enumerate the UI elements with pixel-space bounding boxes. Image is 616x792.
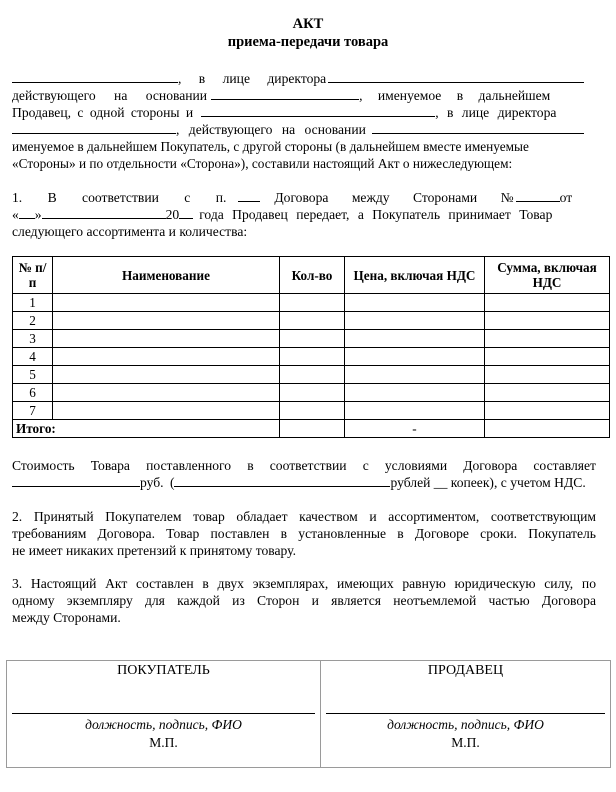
table-row — [13, 402, 610, 420]
cell-sum[interactable] — [485, 330, 610, 348]
cost-text: рублей __ копеек), с учетом НДС. — [390, 475, 586, 490]
cost-line-2 — [12, 474, 596, 491]
cell-name[interactable] — [53, 312, 280, 330]
cell-price[interactable] — [345, 312, 485, 330]
cell-price[interactable] — [345, 348, 485, 366]
blank-field[interactable] — [516, 190, 560, 202]
cell-sum[interactable] — [485, 312, 610, 330]
col-header-qty: Кол-во — [280, 257, 345, 294]
cell-price[interactable] — [345, 384, 485, 402]
document-title: АКТ — [292, 16, 324, 32]
buyer-title: ПОКУПАТЕЛЬ — [117, 663, 210, 678]
blank-field[interactable] — [201, 105, 435, 117]
cell-qty[interactable] — [280, 294, 345, 312]
preamble-line-5: именуемое в дальнейшем Покупатель, с другой стороны (в дальнейшем вместе именуемые — [12, 139, 529, 154]
blank-field[interactable] — [211, 88, 359, 100]
row-number: 1 — [13, 294, 53, 312]
clause3-line-2: одному экземпляру для каждой из Сторон и является неотъемлемой частью Договора — [12, 593, 596, 608]
cell-qty[interactable] — [280, 330, 345, 348]
clause2-line-2: требованиям Договора. Товар поставлен в установленные в Договоре сроки. Покупатель — [12, 526, 596, 541]
clause3-line-3: между Сторонами. — [12, 610, 121, 625]
blank-field[interactable] — [174, 475, 390, 487]
total-qty[interactable] — [280, 420, 345, 438]
clause3-line-1: 3. Настоящий Акт составлен в двух экземплярах, имеющих равную юридическую силу, по — [12, 576, 596, 591]
cell-price[interactable] — [345, 294, 485, 312]
preamble-text: , в лице директора — [435, 105, 557, 120]
row-number: 7 — [13, 402, 53, 420]
clause2-line-1: 2. Принятый Покупателем товар обладает качеством и ассортиментом, соответствующим — [12, 509, 596, 524]
cell-sum[interactable] — [485, 402, 610, 420]
clause1-line-1 — [12, 189, 596, 206]
col-header-name: Наименование — [53, 257, 280, 294]
table-row — [13, 330, 610, 348]
cell-name[interactable] — [53, 402, 280, 420]
cost-text: руб. ( — [140, 475, 175, 490]
cell-sum[interactable] — [485, 348, 610, 366]
buyer-signature-block — [6, 660, 321, 768]
clause1-line-2 — [12, 206, 596, 223]
col-header-price: Цена, включая НДС — [345, 257, 485, 294]
col-header-number: № п/п — [13, 257, 53, 294]
cell-name[interactable] — [53, 330, 280, 348]
row-number: 4 — [13, 348, 53, 366]
preamble-line-6: «Стороны» и по отдельности «Сторона»), составили настоящий Акт о нижеследующем: — [12, 156, 513, 171]
preamble-text: , именуемое в дальнейшем — [359, 88, 551, 103]
blank-field[interactable] — [12, 122, 176, 134]
cell-qty[interactable] — [280, 384, 345, 402]
buyer-signature-line[interactable] — [12, 713, 315, 714]
clause1-text: » — [34, 207, 42, 222]
col-header-sum: Сумма, включая НДС — [485, 257, 610, 294]
preamble-text: Продавец, с одной стороны и — [12, 105, 194, 120]
preamble-line-3 — [12, 104, 596, 121]
seller-signature-caption: должность, подпись, ФИО — [387, 717, 544, 732]
blank-field[interactable] — [12, 475, 140, 487]
clause1-text: 1. В соответствии с п. — [12, 190, 227, 205]
seller-signature-line[interactable] — [326, 713, 605, 714]
row-number: 6 — [13, 384, 53, 402]
buyer-stamp-label: М.П. — [149, 735, 178, 750]
clause1-line-3: следующего ассортимента и количества: — [12, 224, 248, 239]
blank-field[interactable] — [238, 190, 260, 202]
seller-signature-block — [320, 660, 611, 768]
preamble-line-4 — [12, 121, 596, 138]
table-row — [13, 348, 610, 366]
table-header-row — [13, 257, 610, 294]
blank-field[interactable] — [12, 71, 178, 83]
cell-qty[interactable] — [280, 402, 345, 420]
total-sum[interactable] — [485, 420, 610, 438]
preamble-text: , действующего на основании — [176, 122, 366, 137]
table-row — [13, 366, 610, 384]
row-number: 2 — [13, 312, 53, 330]
blank-field[interactable] — [328, 71, 584, 83]
clause1-text: Договора между Сторонами № — [274, 190, 514, 205]
cell-qty[interactable] — [280, 366, 345, 384]
clause2-line-3: не имеет никаких претензий к принятому товару. — [12, 543, 296, 558]
cell-price[interactable] — [345, 402, 485, 420]
clause1-text: года Продавец передает, а Покупатель принимает Товар — [199, 207, 553, 222]
preamble-line-1 — [12, 70, 596, 87]
cell-name[interactable] — [53, 366, 280, 384]
preamble-text: действующего на основании — [12, 88, 208, 103]
cell-name[interactable] — [53, 294, 280, 312]
blank-field[interactable] — [179, 207, 193, 219]
clause1-text: « — [12, 207, 19, 222]
cell-sum[interactable] — [485, 366, 610, 384]
blank-field[interactable] — [19, 207, 35, 219]
table-total-row — [13, 420, 610, 438]
seller-stamp-label: М.П. — [451, 735, 480, 750]
cell-sum[interactable] — [485, 384, 610, 402]
cell-qty[interactable] — [280, 312, 345, 330]
row-number: 5 — [13, 366, 53, 384]
seller-title: ПРОДАВЕЦ — [427, 663, 504, 678]
goods-table — [12, 256, 610, 438]
clause1-text: от — [559, 190, 573, 205]
table-row — [13, 294, 610, 312]
preamble-line-2 — [12, 87, 596, 104]
table-row — [13, 312, 610, 330]
buyer-signature-caption: должность, подпись, ФИО — [85, 717, 242, 732]
clause1-text: 20 — [165, 207, 180, 222]
table-row — [13, 384, 610, 402]
cell-price[interactable] — [345, 366, 485, 384]
total-price: - — [345, 420, 485, 438]
cell-qty[interactable] — [280, 348, 345, 366]
cell-price[interactable] — [345, 330, 485, 348]
row-number: 3 — [13, 330, 53, 348]
blank-field[interactable] — [42, 207, 166, 219]
blank-field[interactable] — [372, 122, 584, 134]
cell-name[interactable] — [53, 348, 280, 366]
preamble-text: , в лице директора — [178, 71, 327, 86]
cell-sum[interactable] — [485, 294, 610, 312]
cell-name[interactable] — [53, 384, 280, 402]
total-label: Итого: — [13, 420, 280, 438]
document-subtitle: приема-передачи товара — [227, 34, 389, 50]
cost-line-1: Стоимость Товара поставленного в соответствии с условиями Договора составляет — [12, 458, 596, 473]
